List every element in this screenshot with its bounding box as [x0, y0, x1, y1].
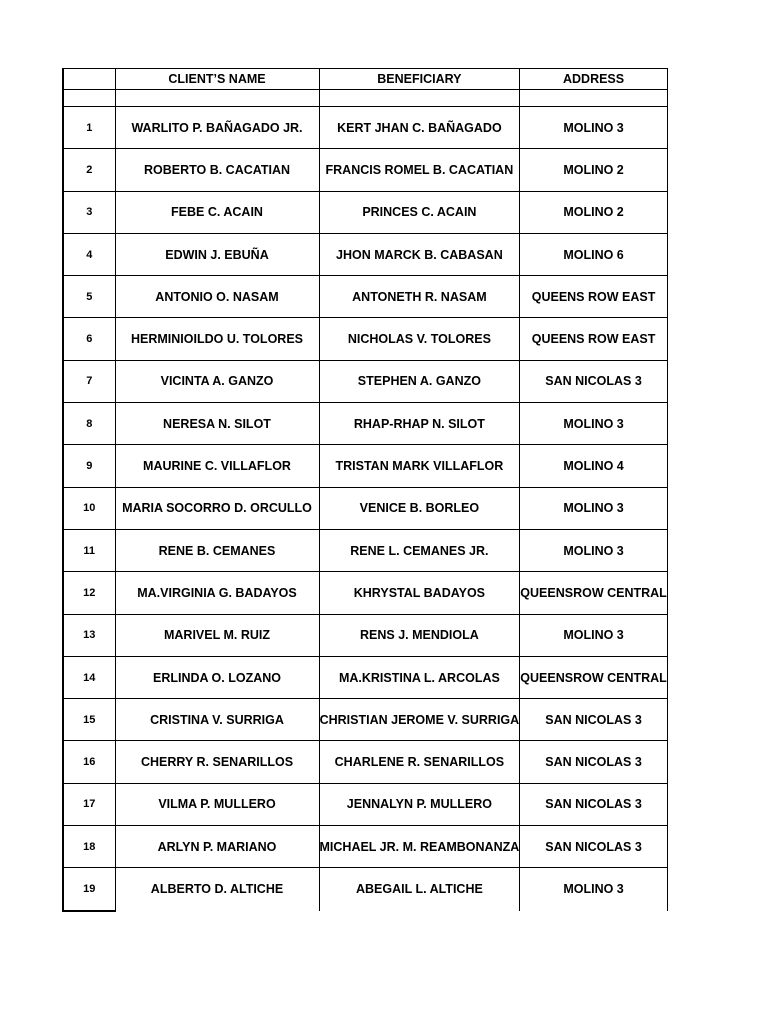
address-cell: MOLINO 3 [520, 487, 668, 529]
row-number-cell: 5 [63, 276, 115, 318]
spacer-cell [115, 90, 319, 107]
client-table [62, 68, 668, 912]
table-row [63, 572, 667, 614]
client-name-cell: ARLYN P. MARIANO [115, 826, 319, 868]
row-number-cell: 11 [63, 529, 115, 571]
beneficiary-cell: ABEGAIL L. ALTICHE [319, 868, 520, 911]
beneficiary-cell: MA.KRISTINA L. ARCOLAS [319, 656, 520, 698]
beneficiary-cell: TRISTAN MARK VILLAFLOR [319, 445, 520, 487]
table-row [63, 149, 667, 191]
table-row [63, 403, 667, 445]
client-name-cell: NERESA N. SILOT [115, 403, 319, 445]
address-cell: MOLINO 3 [520, 614, 668, 656]
row-number-cell: 18 [63, 826, 115, 868]
table-row [63, 233, 667, 275]
spacer-cell [520, 90, 668, 107]
client-name-cell: ROBERTO B. CACATIAN [115, 149, 319, 191]
table-row [63, 445, 667, 487]
address-cell: MOLINO 3 [520, 868, 668, 911]
beneficiary-cell: NICHOLAS V. TOLORES [319, 318, 520, 360]
row-number-cell: 17 [63, 783, 115, 825]
beneficiary-cell: RHAP-RHAP N. SILOT [319, 403, 520, 445]
row-number-cell: 9 [63, 445, 115, 487]
address-cell: MOLINO 4 [520, 445, 668, 487]
header-address: ADDRESS [520, 69, 668, 90]
row-number-cell: 12 [63, 572, 115, 614]
client-name-cell: EDWIN J. EBUÑA [115, 233, 319, 275]
client-name-cell: MAURINE C. VILLAFLOR [115, 445, 319, 487]
row-number-cell: 6 [63, 318, 115, 360]
address-cell: MOLINO 3 [520, 403, 668, 445]
address-cell: QUEENS ROW EAST [520, 318, 668, 360]
header-number [63, 69, 115, 90]
address-cell: MOLINO 6 [520, 233, 668, 275]
beneficiary-cell: STEPHEN A. GANZO [319, 360, 520, 402]
client-name-cell: ALBERTO D. ALTICHE [115, 868, 319, 911]
table-row [63, 276, 667, 318]
beneficiary-cell: CHRISTIAN JEROME V. SURRIGA [319, 699, 520, 741]
row-number-cell: 8 [63, 403, 115, 445]
client-name-cell: CRISTINA V. SURRIGA [115, 699, 319, 741]
client-name-cell: MARIVEL M. RUIZ [115, 614, 319, 656]
address-cell: MOLINO 3 [520, 107, 668, 149]
beneficiary-cell: JHON MARCK B. CABASAN [319, 233, 520, 275]
client-name-cell: FEBE C. ACAIN [115, 191, 319, 233]
address-cell: SAN NICOLAS 3 [520, 741, 668, 783]
row-number-cell: 14 [63, 656, 115, 698]
row-number-cell: 4 [63, 233, 115, 275]
row-number-cell: 2 [63, 149, 115, 191]
table-row [63, 699, 667, 741]
beneficiary-cell: KHRYSTAL BADAYOS [319, 572, 520, 614]
beneficiary-cell: MICHAEL JR. M. REAMBONANZA [319, 826, 520, 868]
table-row [63, 318, 667, 360]
spacer-cell [319, 90, 520, 107]
address-cell: SAN NICOLAS 3 [520, 360, 668, 402]
table-row [63, 107, 667, 149]
table-row [63, 826, 667, 868]
beneficiary-cell: VENICE B. BORLEO [319, 487, 520, 529]
table-row [63, 191, 667, 233]
table-row [63, 360, 667, 402]
address-cell: SAN NICOLAS 3 [520, 699, 668, 741]
beneficiary-cell: JENNALYN P. MULLERO [319, 783, 520, 825]
beneficiary-cell: ANTONETH R. NASAM [319, 276, 520, 318]
address-cell: MOLINO 3 [520, 529, 668, 571]
address-cell: QUEENSROW CENTRAL [520, 656, 668, 698]
header-clients-name: CLIENT’S NAME [115, 69, 319, 90]
client-name-cell: MA.VIRGINIA G. BADAYOS [115, 572, 319, 614]
client-name-cell: VICINTA A. GANZO [115, 360, 319, 402]
header-beneficiary: BENEFICIARY [319, 69, 520, 90]
table-row [63, 783, 667, 825]
address-cell: MOLINO 2 [520, 149, 668, 191]
client-name-cell: WARLITO P. BAÑAGADO JR. [115, 107, 319, 149]
client-name-cell: VILMA P. MULLERO [115, 783, 319, 825]
row-number-cell: 10 [63, 487, 115, 529]
address-cell: SAN NICOLAS 3 [520, 783, 668, 825]
client-name-cell: ERLINDA O. LOZANO [115, 656, 319, 698]
client-name-cell: MARIA SOCORRO D. ORCULLO [115, 487, 319, 529]
client-name-cell: HERMINIOILDO U. TOLORES [115, 318, 319, 360]
address-cell: QUEENS ROW EAST [520, 276, 668, 318]
beneficiary-cell: FRANCIS ROMEL B. CACATIAN [319, 149, 520, 191]
row-number-cell: 13 [63, 614, 115, 656]
beneficiary-cell: RENS J. MENDIOLA [319, 614, 520, 656]
table-row [63, 741, 667, 783]
beneficiary-cell: RENE L. CEMANES JR. [319, 529, 520, 571]
row-number-cell: 16 [63, 741, 115, 783]
client-name-cell: RENE B. CEMANES [115, 529, 319, 571]
row-number-cell: 3 [63, 191, 115, 233]
table-row [63, 614, 667, 656]
spacer-cell [63, 90, 115, 107]
row-number-cell: 7 [63, 360, 115, 402]
row-number-cell: 1 [63, 107, 115, 149]
client-name-cell: CHERRY R. SENARILLOS [115, 741, 319, 783]
beneficiary-cell: PRINCES C. ACAIN [319, 191, 520, 233]
header-row [63, 69, 667, 90]
client-beneficiary-sheet [62, 68, 668, 912]
beneficiary-cell: KERT JHAN C. BAÑAGADO [319, 107, 520, 149]
table-row [63, 868, 667, 911]
beneficiary-cell: CHARLENE R. SENARILLOS [319, 741, 520, 783]
address-cell: SAN NICOLAS 3 [520, 826, 668, 868]
spacer-row [63, 90, 667, 107]
row-number-cell: 19 [63, 868, 115, 911]
address-cell: QUEENSROW CENTRAL [520, 572, 668, 614]
row-number-cell: 15 [63, 699, 115, 741]
client-name-cell: ANTONIO O. NASAM [115, 276, 319, 318]
address-cell: MOLINO 2 [520, 191, 668, 233]
table-row [63, 656, 667, 698]
table-row [63, 529, 667, 571]
table-row [63, 487, 667, 529]
